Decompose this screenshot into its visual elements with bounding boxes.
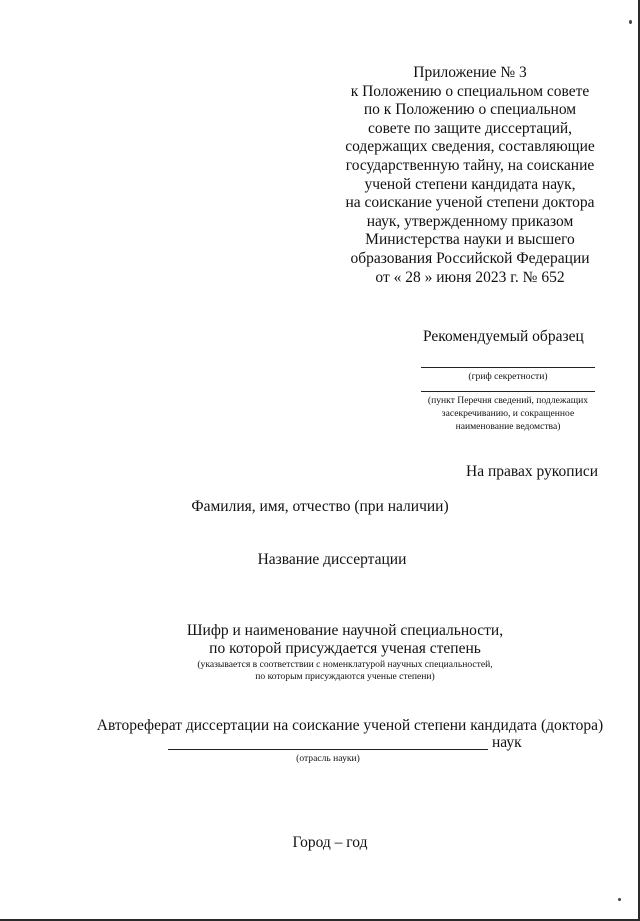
annex-line: к Положению о специальном совете	[350, 82, 590, 100]
list-item-caption-line: засекречиванию, и сокращенное	[441, 408, 575, 419]
annex-line: образования Российской Федерации	[350, 249, 590, 267]
recommended-sample-label: Рекомендуемый образец	[423, 328, 584, 345]
annex-line: содержащих сведения, составляющие	[345, 138, 595, 156]
abstract-suffix: наук	[492, 734, 522, 751]
abstract-title: Автореферат диссертации на соискание ученой степени кандидата (доктора)	[96, 717, 604, 734]
annex-order-date: от « 28 » июня 2023 г. № 652	[375, 268, 565, 286]
annex-line: наук, утвержденному приказом	[366, 212, 574, 230]
author-name-placeholder: Фамилия, имя, отчество (при наличии)	[191, 498, 449, 515]
annex-line: по к Положению о специальном	[363, 101, 577, 119]
scan-speck	[618, 898, 621, 901]
secrecy-stamp-line	[421, 367, 595, 368]
list-item-caption	[404, 394, 612, 433]
annex-line: на соискание ученой степени доктора	[345, 194, 595, 212]
manuscript-rights-label: На правах рукописи	[466, 463, 599, 480]
list-item-line	[421, 391, 595, 392]
annex-block	[335, 64, 605, 287]
specialty-line-1: Шифр и наименование научной специальности,	[186, 622, 504, 639]
scan-speck	[629, 20, 632, 24]
dissertation-title-placeholder: Название диссертации	[257, 551, 407, 568]
science-branch-caption: (отрасль науки)	[296, 753, 360, 764]
specialty-line-2: по которой присуждается ученая степень	[209, 640, 481, 657]
annex-line: совете по защите диссертаций,	[367, 119, 573, 137]
annex-line: государственную тайну, на соискание	[345, 156, 595, 174]
science-branch-line	[168, 749, 488, 750]
specialty-note-1: (указывается в соответствии с номенклатурой научных специальностей,	[197, 659, 493, 670]
annex-title: Приложение № 3	[413, 64, 527, 81]
list-item-caption-line: наименование ведомства)	[455, 421, 561, 432]
list-item-caption-line: (пункт Перечня сведений, подлежащих	[427, 395, 589, 406]
specialty-note-2: по которым присуждаются ученые степени)	[255, 671, 435, 682]
annex-line: Министерства науки и высшего	[365, 231, 575, 249]
secrecy-stamp-caption: (гриф секретности)	[468, 371, 548, 382]
annex-line: ученой степени кандидата наук,	[364, 175, 576, 193]
city-year-placeholder: Город – год	[292, 834, 368, 851]
